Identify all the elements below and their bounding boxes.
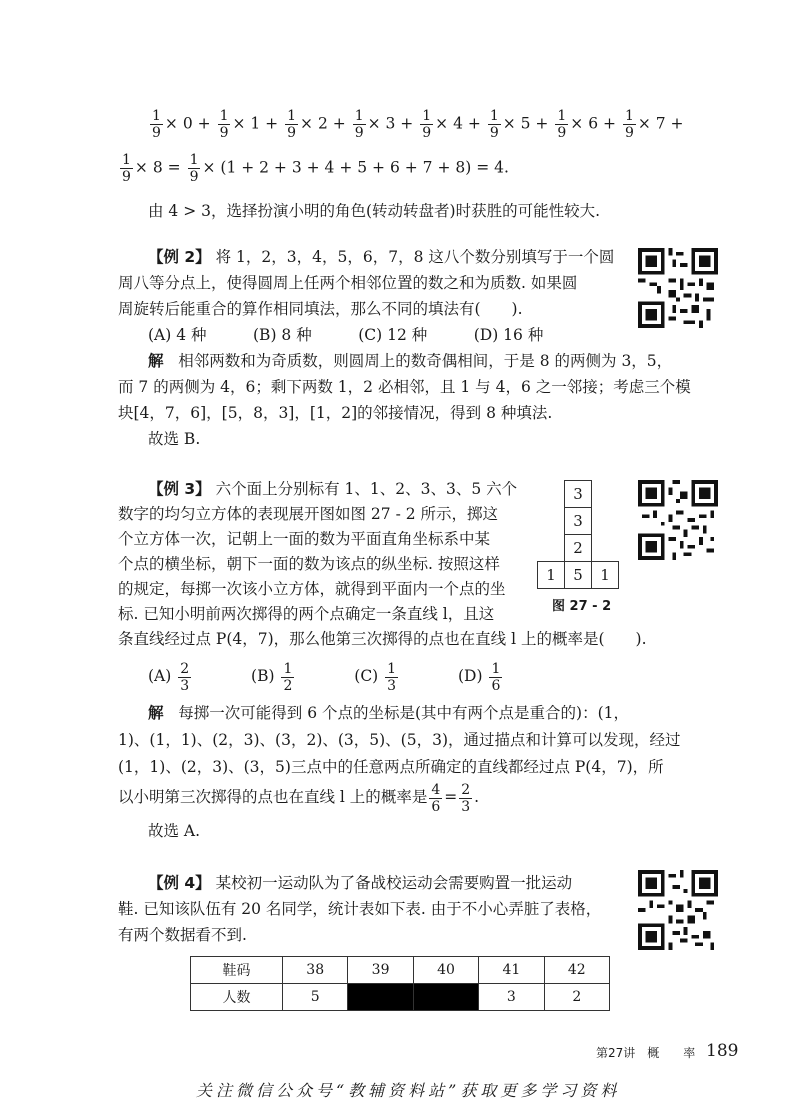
example-4-line-1: 【例 4】 某校初一运动队为了备战校运动会需要购置一批运动 bbox=[148, 874, 573, 892]
example-3-solution-line-4: 以小明第三次掷得的点也在直线 l 上的概率是 $\frac{4}{6}$ = $\frac{2}{3}$ . bbox=[118, 781, 480, 815]
example-4-line-3: 有两个数据看不到. bbox=[118, 926, 247, 944]
example-2-options: (A) 4 种 (B) 8 种 (C) 12 种 (D) 16 种 bbox=[148, 326, 544, 344]
net-cell: 1 bbox=[537, 561, 565, 589]
fraction: $\frac{1}{9}$ bbox=[189, 152, 199, 185]
solution-tag: 解 bbox=[148, 352, 164, 370]
example-2-solution-line-1: 解 相邻两数和为奇质数，则圆周上的数奇偶相间，于是 8 的两侧为 3，5， bbox=[148, 352, 673, 370]
example-3-line-3: 个立方体一次，记朝上一面的数为平面直角坐标系中某 bbox=[118, 530, 491, 548]
fraction: $\frac{2}{3}$ bbox=[180, 660, 190, 694]
example-3-solution-line-1: 解 每掷一次可能得到 6 个点的坐标是(其中有两个点是重合的)：(1， bbox=[148, 704, 630, 722]
example-3-line-4: 个点的横坐标，朝下一面的数为该点的纵坐标. 按照这样 bbox=[118, 555, 500, 573]
footer-section-title: 第27讲 概 率 bbox=[596, 1046, 696, 1060]
smudged-cell bbox=[413, 984, 478, 1011]
fraction: $\frac{1}{9}$ bbox=[287, 108, 297, 141]
table-cell: 鞋码 bbox=[191, 957, 283, 984]
fraction: $\frac{1}{9}$ bbox=[557, 108, 567, 141]
table-cell: 2 bbox=[544, 984, 609, 1011]
example-2-answer: 故选 B. bbox=[148, 430, 201, 448]
net-cell: 3 bbox=[564, 480, 592, 508]
calc-conclusion: 由 4 > 3，选择扮演小明的角色(转动转盘者)时获胜的可能性较大. bbox=[148, 202, 601, 220]
shoe-size-table bbox=[190, 956, 610, 1011]
table-row bbox=[191, 984, 610, 1011]
fraction: $\frac{1}{2}$ bbox=[283, 660, 293, 694]
example-3-options: (A) $\frac{2}{3}$ (B) $\frac{1}{2}$ (C) $\frac{1}{3}$ (D) $\frac{1}{6}$ bbox=[148, 660, 501, 694]
table-cell: 人数 bbox=[191, 984, 283, 1011]
net-cell: 1 bbox=[591, 561, 619, 589]
table-cell: 5 bbox=[283, 984, 348, 1011]
figure-caption: 图 27 - 2 bbox=[552, 599, 612, 614]
table-cell: 3 bbox=[479, 984, 544, 1011]
solution-tag: 解 bbox=[148, 704, 164, 722]
watermark-text: 关注微信公众号“教辅资料站”获取更多学习资料 bbox=[196, 1081, 621, 1100]
fraction: $\frac{1}{9}$ bbox=[354, 108, 364, 141]
example-3-solution-line-3: (1，1)、(2，3)、(3，5)三点中的任意两点所确定的直线都经过点 P(4，7)，所 bbox=[118, 758, 664, 776]
fraction: $\frac{1}{3}$ bbox=[387, 660, 397, 694]
table-cell: 39 bbox=[348, 957, 413, 984]
example-3-line-6: 标. 已知小明前两次掷得的两个点确定一条直线 l，且这 bbox=[118, 605, 495, 623]
table-cell: 38 bbox=[283, 957, 348, 984]
example-2-line-2: 周八等分点上，使得圆周上任两个相邻位置的数之和为质数. 如果圆 bbox=[118, 274, 578, 292]
qr-code-icon bbox=[638, 480, 718, 560]
net-cell: 3 bbox=[564, 507, 592, 535]
example-3-line-7: 条直线经过点 P(4，7)，那么他第三次掷得的点也在直线 l 上的概率是( ). bbox=[118, 630, 647, 648]
fraction: $\frac{1}{6}$ bbox=[491, 660, 501, 694]
fraction: $\frac{1}{9}$ bbox=[219, 108, 229, 141]
net-cell: 2 bbox=[564, 534, 592, 562]
fraction: $\frac{1}{9}$ bbox=[489, 108, 499, 141]
example-4-tag: 【例 4】 bbox=[148, 874, 211, 892]
table-row bbox=[191, 957, 610, 984]
smudged-cell bbox=[348, 984, 413, 1011]
fraction: $\frac{1}{9}$ bbox=[122, 152, 131, 185]
example-2-tag: 【例 2】 bbox=[148, 248, 211, 266]
fraction: $\frac{1}{9}$ bbox=[422, 108, 432, 141]
example-2-line-1: 【例 2】 将 1，2，3，4，5，6，7，8 这八个数分别填写于一个圆 bbox=[148, 248, 615, 266]
table-cell: 40 bbox=[413, 957, 478, 984]
net-cell: 5 bbox=[564, 561, 592, 589]
example-3-tag: 【例 3】 bbox=[148, 480, 211, 498]
table-cell: 42 bbox=[544, 957, 609, 984]
example-3-line-1: 【例 3】 六个面上分别标有 1、1、2、3、3、5 六个 bbox=[148, 480, 518, 498]
example-3-solution-line-2: 1)、(1，1)、(2，3)、(3，2)、(3，5)、(5，3)，通过描点和计算可以发现，经过 bbox=[118, 731, 681, 749]
table-cell: 41 bbox=[479, 957, 544, 984]
qr-code-icon bbox=[638, 870, 718, 950]
example-3-answer: 故选 A. bbox=[148, 822, 201, 840]
example-2-solution-line-2: 而 7 的两侧为 4，6；剩下两数 1，2 必相邻，且 1 与 4，6 之一邻接；考虑三个模 bbox=[118, 378, 691, 396]
calc-line-2: $\frac{1}{9}$ × 8 = $\frac{1}{9}$ × (1 + 2 + 3 + 4 + 5 + 6 + 7 + 8) = 4. bbox=[122, 152, 509, 185]
example-3-line-5: 的规定，每掷一次该小立方体，就得到平面内一个点的坐 bbox=[118, 580, 506, 598]
fraction: $\frac{1}{9}$ bbox=[152, 108, 161, 141]
example-3-line-2: 数字的均匀立方体的表现展开图如图 27 - 2 所示，掷这 bbox=[118, 505, 499, 523]
page-number: 189 bbox=[706, 1041, 739, 1061]
fraction: $\frac{4}{6}$ bbox=[431, 781, 441, 815]
fraction: $\frac{1}{9}$ bbox=[624, 108, 634, 141]
example-4-line-2: 鞋. 已知该队伍有 20 名同学，统计表如下表. 由于不小心弄脏了表格， bbox=[118, 900, 602, 918]
fraction: $\frac{2}{3}$ bbox=[461, 781, 471, 815]
example-2-line-3: 周旋转后能重合的算作相同填法，那么不同的填法有( ). bbox=[118, 300, 523, 318]
calc-line-1: $\frac{1}{9}$ × 0 + $\frac{1}{9}$ × 1 + $\frac{1}{9}$ × 2 + $\frac{1}{9}$ × 3 + $\frac{1}{9}$ × 4 + $\frac{1}{9}$ × 5 + $\frac{1}{9}$ × 6 + $\frac{1}{9}$ × 7 + bbox=[152, 108, 684, 141]
qr-code-icon bbox=[638, 248, 718, 328]
example-2-solution-line-3: 块[4，7，6]，[5，8，3]，[1，2]的邻接情况，得到 8 种填法. bbox=[118, 404, 553, 422]
